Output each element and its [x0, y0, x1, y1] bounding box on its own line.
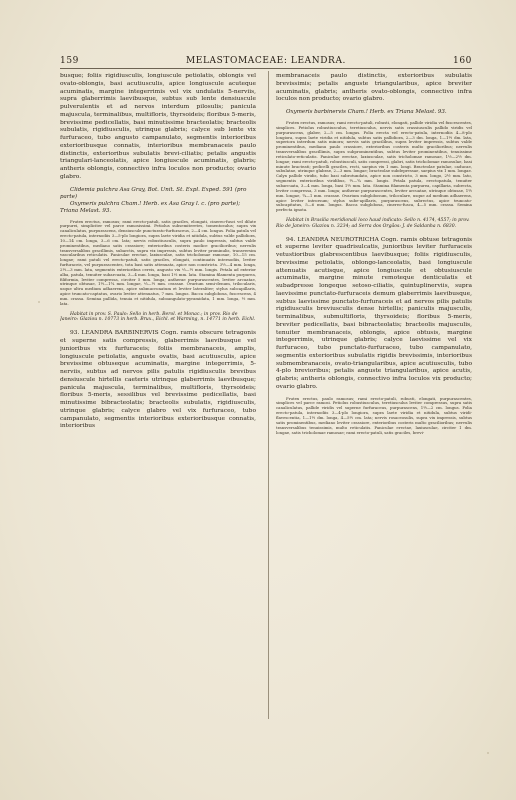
running-title: MELASTOMACEAE: LEANDRA. — [185, 56, 346, 66]
page-number-left: 159 — [60, 56, 79, 66]
species-description: Frutex erectus, paulo ramosus; rami erecto-patuli, robusti, elongati, purpurascentes, simplices vel parce ramosi. Petiolus robustiusculus, teretiusculus leviter compressus, supra satis canaliculatus, pallide viridis vel superne furfuraceus, purpurascens, 1½—2 cm. longus. Folia erecto-patula, internodiis 3—4-plo longiora, supra laete viridia et nitidula, subtus viridi-flavescentia, 1—1½ dm. longa, 4—5½ cm. lata; nervis rosaceosulis, supra vix impressis, subtus satis prominentibus, mediano leviter crassiore, exterioribus costeris multo gracilioribus; nervulis transversalibus tenuissimis, multo reticulatis. Paniculae erectae, laxiusculae, circiter 1 dm. longae, satis tricholomae ramosae; rami erecto-patuli, satis graciles, brevi- — [276, 395, 472, 435]
paper-speck — [487, 752, 489, 754]
left-column — [60, 73, 256, 718]
paper-speck — [38, 301, 40, 303]
species-entry — [276, 237, 472, 392]
habitat-citation: Habitat in Brasilia meridionali loco haud indicato: Sello n. 4174, 4557; in prov. Rio de Janeiro: Glaziou n. 3234; ad Serra dos Orgãos: J. de Saldanha n. 6830. — [276, 218, 470, 229]
page-number-right: 160 — [453, 56, 472, 66]
habitat-citation: Habitat in prov. S. Paulo: Sello in herb. Berol. et Monac.; in prov. Rio de Janeiro: Glaziou n. 10773 in herb. Brux., Eichl. et Warming, n. 14771 in herb. Eichl. — [60, 311, 256, 323]
species-description: Frutex erectus, ramosus; rami erecto-patuli, robusti, elongati, pallide viridia vel fuscescentes, simplices. Petiolus robustiusculus, teretiusculus, nervis satis crassiusculis pallido viridis vel purpurascens, glaber, 2—5 cm. longus. Folia erecta vel erecto-patula, internodiis 4—8-plo longiora, supra laete viridia et nitidula, subtus satis pallidiora, 2—3 dm. longa, 1—1½ dm. lata, superiora interdum satis minora; nervis satis gracilibus, supra leviter impressis, subtus valde prominentibus, medianu paulo crassiore, exterioribus costeris multo gracilioribus; nervulis transversalibus gracillimis, supra subprominentibus, subtus leviter prominentibus, tenuissime reticulato-reticulatis. Paniculae erectae, laxiusculae, satis tricholomae ramosae, 1½—2½ dm. longae; rami erecto-patuli, robustiusculi, satis compressi, glabri, satis tricholomae ramosulae, basi minute bracteati; pedicelli graciles, recti, saepius vix 1 mm. longi. Bracteolae patulae, caducae, subulatae, utrinque glabrae, 2—3 mm. longae; bracteolae subdepressae, saepius vix 1 mm. longae. Calyx pallide viridis, tubo basi subrotundato, apice non constricto, 3 mm. longo, 2½ mm. lato, segmentis exterioribus viridibus, ½—¾ mm. longis. Petala patula, erectopatula, tenuiter subarcuata, 3—4 mm. longa, basi 1½ mm. lata. Stamina filamenta purpurea, capillaria, subrecta, leviter compressa, 3 mm. longa; antherae purpurascentes, leviter arcuatae, utrinque obtusae, 1½ mm. longae, ¾—1 mm. crassae. Ovarium subglobosum, triloculare, usque ad medium adhaerens, apice leviter introrsum; stylus sube-apillaris, purpurascens, subrectus, apice truncato-subcapitatus, 5—6 mm. longus. Bacca subglobosa, cinereo-fusca, 4—5 mm. crassa. Semina perfecta ignota. — [276, 120, 472, 213]
synonym-citation: Oxymeris barbinervis Cham.! Herb. ex Triana Melast. 93. — [286, 109, 447, 115]
right-column — [276, 73, 472, 718]
diagnosis-text: busque; foliis rigidiusculis, longiuscule petiolatis, oblongis vel ovato-oblongis, basi acutiusculis, apice longiuscule acuteque acuminatis, margine integerrimis vel vix undulatis 5-nerviis, supra glaberrimis laevibusque, subtus sub lente densiuscule pulverulentis et ad nervos interdum pilosulis; panicula majuscula, terminalibus, multifloris, thyrsoideis; floribus 5-meris, brevissime pedicellatis, basi minutissime bracteolatis; bracteolis subulatis, rigidiusculis, utrinque glabris; calyce sub lente vix furfuraceo, tubo angusto campanulato, segmentis interioribus exterioribusque connatis, interioribus membranaceis paulo distinctis, exterioribus subulatis brevi-ciliatis; petalis angustis triangulari-lanceolatis, apice longiuscule acuminatis, glabris; antheris oblongis, connectivo infra loculos non producto; ovario glabro. — [60, 73, 256, 180]
species-heading: 94. LEANDRA NEUROTRICHA — [286, 236, 379, 243]
species-entry — [60, 330, 256, 431]
species-heading: 93. LEANDRA BARBINERVIS — [70, 330, 159, 337]
diagnosis-continuation: membranaceis paulo distinctis, exterioribus subulatis brevissimis; petalis anguste triangularibus, apice breviter acuminatis, glabris; antheris ovato-oblongis, connectivo infra loculos non producto; ovario glabro. — [276, 73, 472, 103]
column-divider — [268, 71, 269, 719]
species-description: Frutex erectus, ramosus; rami erecto-patuli, satis graciles, elongati, cinereo-fusci vel dilute purpurei, simpliciter vel parce ramosissimi. Petiolus subsemiteretes, tomentosulus; supra vix canaliculatus, purpurascens, densiuscule puncturato-furfuraceus, 2—4 cm. longus. Folia patula vel erecto-patula, internodiis 3—5-plo longiora, supra laete viridia et nitidula, subtus valde pallidiora, 10—14 cm. longa, 3—6 cm. lata; nervis robustiusculis, supra paulo impressis, subtus valde prominentibus, mediano satis crassiore; exterioribus costeris modice gracilioribus; nervulis transversalibus gracillimis, subarctis, supra vix impressis, subtus leviter prominulis, transversim vascularibus reticulatis. Paniculae erectae, laxiusculae, satis tricholomae ramosae, 10—15 cm. longae; rami patuli vel erecto-patuli, satis graciles, elongati, continuatis internodiis, leviter furfuraceis, vel purpurascentes, tota basi satis attenuata, apice non constricta. 3½—4 mm. longa, 2½—3 mm. lata, segmentis exterioribus cereis, angusto vix ⅓—½ mm. longis. Petala ad exterior alba, patula, tenuiter subarcuata, 3—4 mm. longa, basi 1⅓ mm. lata. Stamina filamenta purpurea, filiformia, leviter compressa, circiter 5 mm. longa; antherae purpurascentes, leviter arcuatae, utrinque obtusae, 1½—1¾ mm. longae, ⅓—½ mm. crassae. Ovarium semi-denum, trilocularis, usque ultra medium adhaerens, apice submucronatum et leviter lateraliter; stylus subcapillaris, apice truncato-captatus, ovario leviter attenuatus, 7 mm. longus. Bacca subglobosa, fuscescens, 4 mm. crassa. Semina pallida, tenuia et nitidula, suboangulato-pyramidata, 1 mm. longa, ½ mm. lata. — [60, 218, 256, 306]
species-author: Cogn. — [380, 236, 399, 243]
synonym-citation: Clidemia pulchra Asa Gray, Bot. Unit. St. Expl. Exped. 591 (pro parte) — [60, 186, 247, 200]
synonym-citation: Oxymeris pulchra Cham.! Herb. ex Asa Gray l. c. (pro parte); Triana Melast. 93. — [60, 200, 241, 214]
species-diagnosis: ramis obscure tetragonis et superne satis compressis, glaberrimis laevibusque vel junioribus vix furfuraceis; foliis membranaceis, amplis, longiuscule petiolatis, anguste ovatis, basi acutiusculis, apice brevissime obtuseque acuminatis, margine integerrimis, 5-nerviis, subtus ad nervos pilis patulis rigidiusculis brevibus densiuscule hirtellis caeteris utrinque glaberrimis laevibusque; panicula majuscula, terminalibus, multifloris, thyrsoideis; floribus 5-meris, sessilibus vel brevissime pedicellatis, basi minutissime bibracteolatis; bracteolis subulatis, rigidiusculis, utrinque glabris; calyce glabro vel vix furfuraceo, tubo campanulato, segmentis interioribus exterioribusque connatis, interioribus — [60, 330, 256, 430]
header-rule — [60, 68, 472, 69]
species-author: Cogn. — [160, 330, 179, 337]
species-diagnosis: ramis obtuse tetragonis et superne leviter quadrisulcatis, junioribus leviter furfuraceis vetustioribus glabrescentibus laevibusque; foliis rigidiusculis, brevissime petiolatis, oblongo-lanceolatis, basi longiuscule attenuatis acutisque, apice longiuscule et obtusiuscule acuminatis, margine minute remoteque denticulatis et subadpresse longeque setoso-ciliatis, quintuplinerviis, supra laevissime punctato-furfuraceis demum glaberrimis laevibusque, subtus laevissime punctato-furfuraceis et ad nervos pilis patulis rigidiusculis breviusculis dense hirtellis; paniculis majusculis, terminalibus, submultifloris, thyrsoideis; floribus 5-meris, breviter pedicellatis, basi bibracteolatis; bracteolis majusculis, tenuiter membranaceis, oblongis, apice obtusis, margine integerrimis, utrinque glabris; calyce laevissime vel vix furfuraceo, tubo punctato-furfuraceo, tubo campanulato, segmentis exterioribus subulatis rigidis brevissimis, interioribus submembranaceis, ovato-triangularibus, apice acutiusculis, tubo 4-plo brevioribus; petalis anguste triangularibus, apice acutis, glabris; antheris oblongis, connectivo infra loculos vix producto; ovario glabro. — [276, 236, 472, 390]
